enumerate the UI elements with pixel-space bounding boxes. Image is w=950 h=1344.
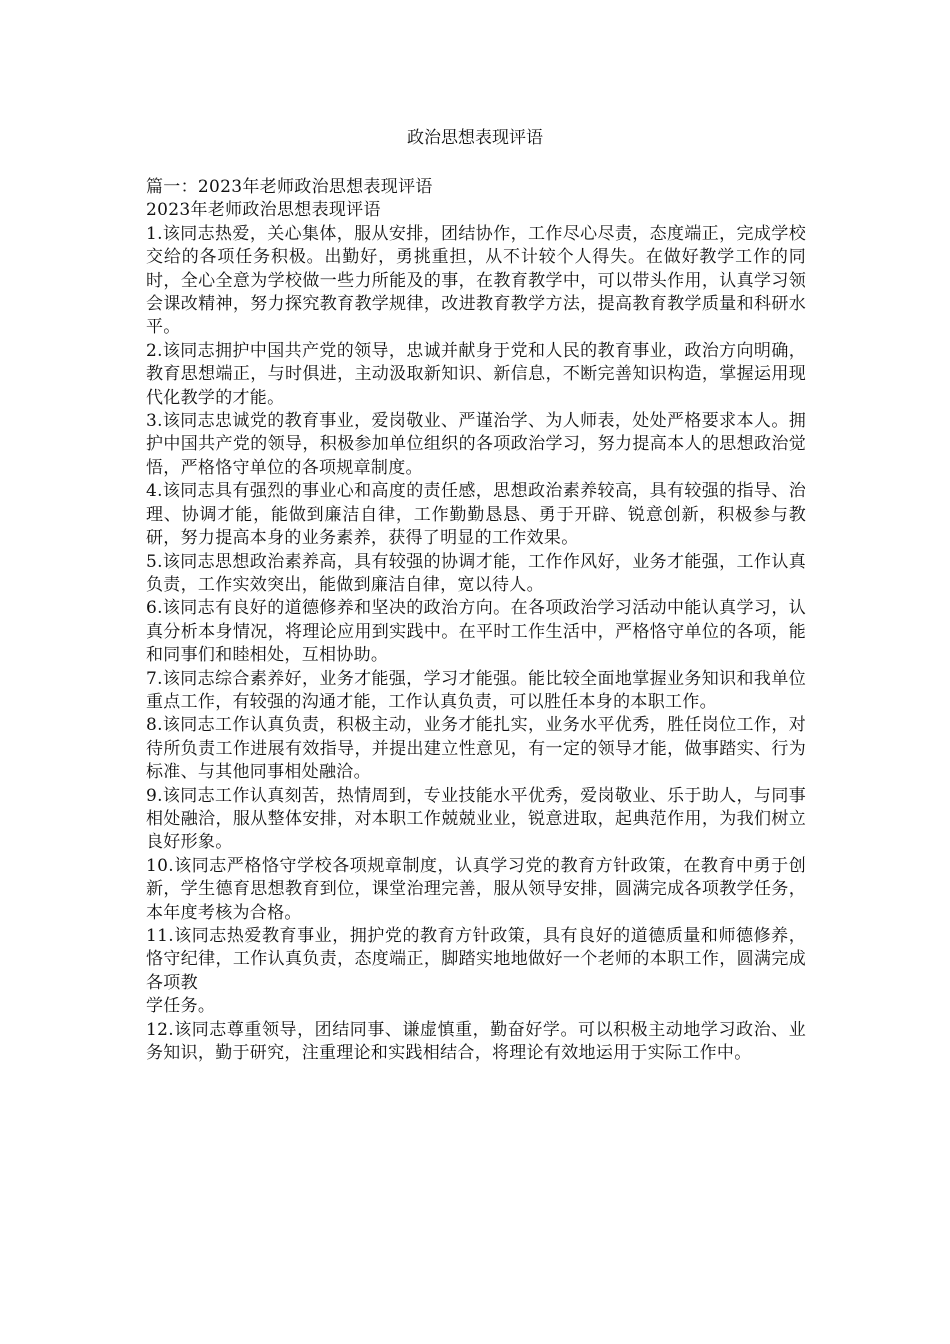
document-body (146, 176, 806, 1065)
document-title: 政治思想表现评语 (407, 128, 543, 148)
paragraph-1: 1.该同志热爱，关心集体，服从安排，团结协作，工作尽心尽责，态度端正，完成学校交给的各项任务积极。出勤好，勇挑重担，从不计较个人得失。在做好教学工作的同时，全心全意为学校做一些力所能及的事，在教育教学中，可以带头作用，认真学习领会课改精神，努力探究教育教学规律，改进教育教学方法，提高教育教学质量和科研水平。 (146, 223, 806, 338)
paragraph-3: 3.该同志忠诚党的教育事业，爱岗敬业、严谨治学、为人师表，处处严格要求本人。拥护中国共产党的领导，积极参加单位组织的各项政治学习，努力提高本人的思想政治觉悟，严格恪守单位的各项规章制度。 (146, 411, 806, 478)
paragraph-2: 2.该同志拥护中国共产党的领导，忠诚并献身于党和人民的教育事业，政治方向明确，教育思想端正，与时俱进，主动汲取新知识、新信息，不断完善知识构造，掌握运用现代化教学的才能。 (146, 340, 806, 408)
paragraph-9: 9.该同志工作认真刻苦，热情周到，专业技能水平优秀，爱岗敬业、乐于助人，与同事相处融洽，服从整体安排，对本职工作兢兢业业，锐意进取，起典范作用，为我们树立良好形象。 (146, 785, 806, 853)
paragraph-12: 12.该同志尊重领导，团结同事、谦虚慎重，勤奋好学。可以积极主动地学习政治、业务知识，勤于研究，注重理论和实践相结合，将理论有效地运用于实际工作中。 (146, 1019, 806, 1064)
paragraph-6: 6.该同志有良好的道德修养和坚决的政治方向。在各项政治学习活动中能认真学习，认真分析本身情况，将理论应用到实践中。在平时工作生活中，严格恪守单位的各项，能和同事们和睦相处，互相协助。 (146, 598, 806, 666)
paragraph-8: 8.该同志工作认真负责，积极主动，业务才能扎实，业务水平优秀，胜任岗位工作，对待所负责工作进展有效指导，并提出建立性意见，有一定的领导才能，做事踏实、行为标准、与其他同事相处融洽。 (146, 715, 806, 783)
paragraph-5: 5.该同志思想政治素养高，具有较强的协调才能，工作作风好，业务才能强，工作认真负责，工作实效突出，能做到廉洁自律，宽以待人。 (146, 551, 806, 595)
paragraph-7: 7.该同志综合素养好，业务才能强，学习才能强。能比较全面地掌握业务知识和我单位重点工作，有较强的沟通才能，工作认真负责，可以胜任本身的本职工作。 (146, 668, 806, 712)
subheading: 2023年老师政治思想表现评语 (146, 200, 381, 221)
paragraph-10: 10.该同志严格恪守学校各项规章制度，认真学习党的教育方针政策，在教育中勇于创新，学生德育思想教育到位，课堂治理完善，服从领导安排，圆满完成各项教学任务，本年度考核为合格。 (146, 855, 806, 923)
paragraph-11-continued: 学任务。 (146, 996, 216, 1017)
section-heading: 篇一：2023年老师政治思想表现评语 (146, 177, 433, 197)
paragraph-4: 4.该同志具有强烈的事业心和高度的责任感，思想政治素养较高，具有较强的指导、治理、协调才能，能做到廉洁自律，工作勤勤恳恳、勇于开辟、锐意创新，积极参与教研，努力提高本身的业务素养，获得了明显的工作效果。 (146, 481, 806, 549)
paragraph-11: 11.该同志热爱教育事业，拥护党的教育方针政策，具有良好的道德质量和师德修养，恪守纪律，工作认真负责，态度端正，脚踏实地地做好一个老师的本职工作，圆满完成各项教 (146, 926, 806, 993)
